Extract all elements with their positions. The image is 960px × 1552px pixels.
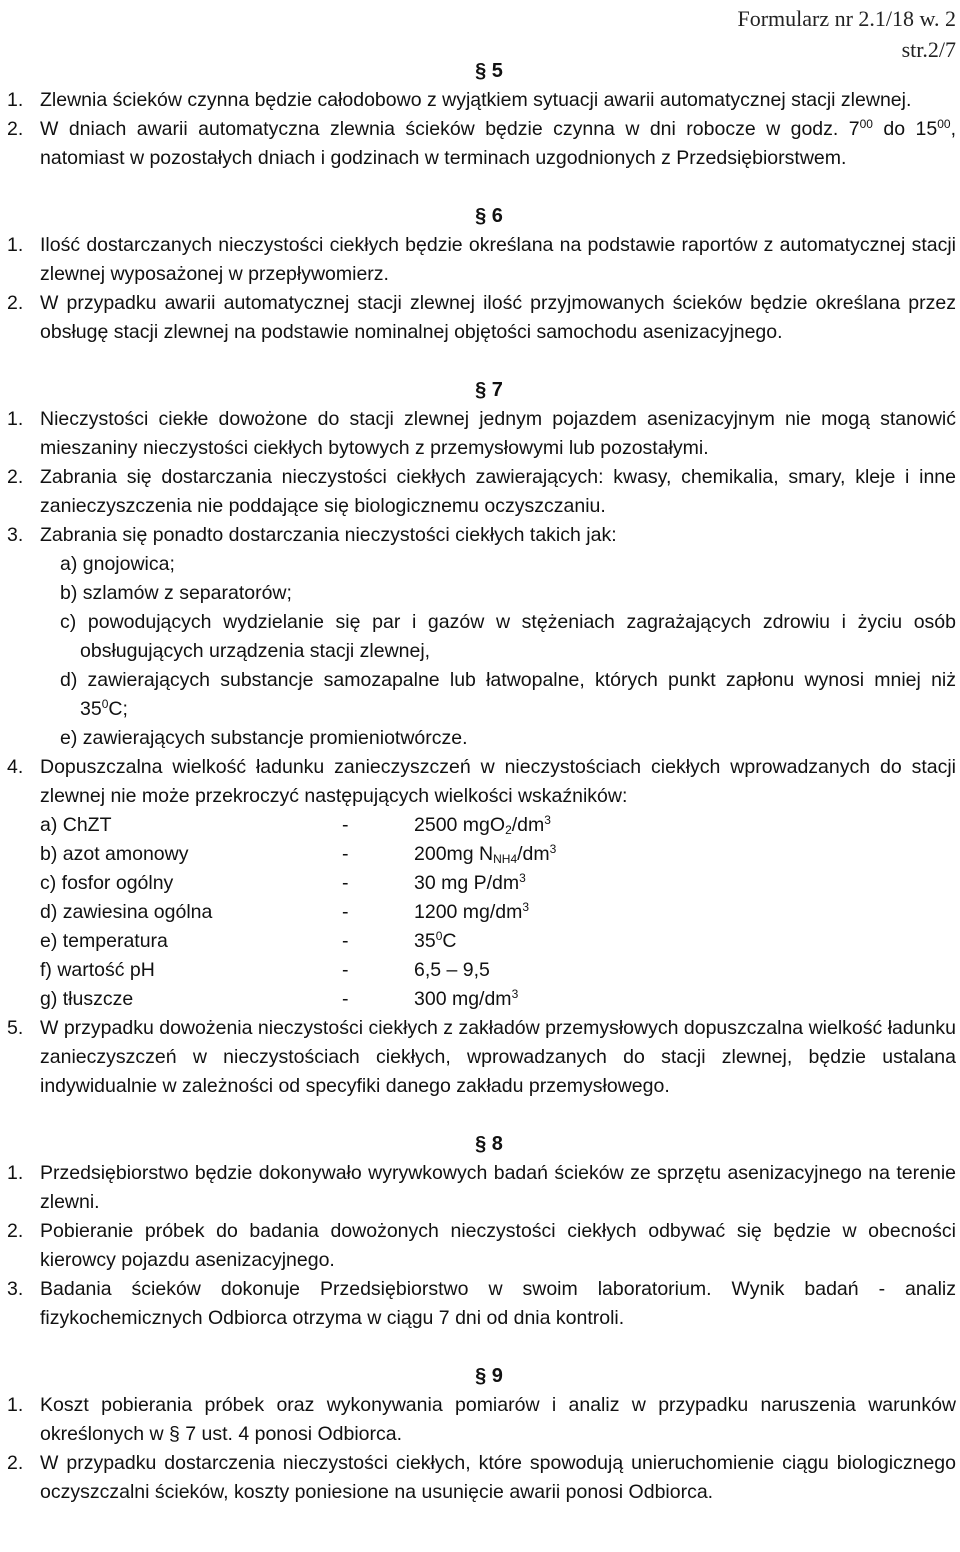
item-number: 3.: [7, 524, 24, 546]
s5-p1-text: Zlewnia ścieków czynna będzie całodobowo z wyjątkiem sytuacji awarii automatycznej stacji zlewnej.: [40, 89, 912, 111]
s7-p3-item-d-text: d) zawierających substancje samozapalne lub łatwopalne, których punkt zapłonu wynosi mniej niż 35: [60, 669, 956, 720]
parameter-name: d) zawiesina ogólna: [40, 901, 213, 923]
parameter-value: [414, 898, 529, 927]
parameter-name: c) fosfor ogólny: [40, 872, 174, 894]
value-unit: C: [442, 930, 457, 952]
s5-p2-sup-2: 00: [937, 117, 951, 131]
s5-p2-text-c: , natomiast w pozostałych dniach i godzinach w terminach uzgodnionych z Przedsiębiorstwem.: [40, 118, 957, 169]
value-unit: /dm: [517, 843, 550, 865]
s6-paragraph-2: [0, 289, 960, 347]
item-number: 1.: [7, 89, 24, 111]
item-number: 3.: [7, 1278, 24, 1300]
parameter-name: b) azot amonowy: [40, 843, 189, 865]
value-text: 1200 mg/dm: [414, 901, 523, 923]
value-subscript: NH4: [493, 852, 518, 866]
s9-p1-text: Koszt pobierania próbek oraz wykonywania pomiarów i analiz w przypadku naruszenia warunków określonych w § 7 ust. 4 ponosi Odbiorca.: [40, 1394, 956, 1445]
item-number: 5.: [7, 1017, 24, 1039]
value-text: 300 mg/dm: [414, 988, 512, 1010]
s7-paragraph-4: [0, 753, 960, 811]
parameter-name: f) wartość pH: [40, 959, 155, 981]
page-header: [737, 3, 956, 65]
section-title-6: § 6: [475, 205, 503, 227]
parameter-dash: -: [342, 901, 349, 923]
s6-p1-text: Ilość dostarczanych nieczystości ciekłych będzie określana na podstawie raportów z automatycznej stacji zlewnej wyposażonej w przepływomierz.: [40, 234, 956, 285]
s6-paragraph-1: [0, 231, 960, 289]
parameter-name: e) temperatura: [40, 930, 168, 952]
parameter-table: [40, 811, 960, 1014]
s5-p2-text-a: W dniach awarii automatyczna zlewnia ścieków będzie czynna w dni robocze w godz. 7: [40, 118, 860, 140]
s7-paragraph-5: [0, 1014, 960, 1101]
s7-p3-item-b: b) szlamów z separatorów;: [60, 582, 292, 604]
item-number: 1.: [7, 1162, 24, 1184]
item-number: 2.: [7, 118, 24, 140]
item-number: 1.: [7, 234, 24, 256]
s5-paragraph-2: [0, 115, 960, 173]
parameter-row: [40, 927, 960, 956]
item-number: 1.: [7, 408, 24, 430]
s5-paragraph-1: [0, 86, 960, 115]
parameter-value: [414, 811, 551, 840]
value-text: 200mg N: [414, 843, 494, 865]
s7-p3-item-d: [20, 666, 960, 724]
value-superscript: 3: [519, 871, 526, 885]
s7-p3-item-a: a) gnojowica;: [60, 553, 175, 575]
item-number: 2.: [7, 1452, 24, 1474]
parameter-value: 6,5 – 9,5: [414, 959, 490, 981]
section-title-5: § 5: [475, 60, 503, 82]
document-body: [0, 57, 960, 1507]
value-superscript: 3: [511, 987, 519, 1001]
degree-sup: 0: [101, 697, 109, 711]
item-number: 2.: [7, 1220, 24, 1242]
value-unit: /dm: [511, 814, 545, 836]
parameter-value: [414, 840, 556, 869]
parameter-name: g) tłuszcze: [40, 988, 134, 1010]
value-text: 35: [414, 930, 436, 952]
parameter-dash: -: [342, 814, 349, 836]
value-superscript: 0: [435, 929, 443, 943]
s8-paragraph-1: [0, 1159, 960, 1217]
value-subscript: 2: [505, 823, 512, 837]
s7-p3-item-c: c) powodujących wydzielanie się par i gazów w stężeniach zagrażających zdrowiu i życiu osób obsługujących urządzenia stacji zlewnej,: [60, 611, 956, 662]
page-number: str.2/7: [901, 37, 956, 62]
parameter-dash: -: [342, 959, 349, 981]
value-text: 2500 mgO: [414, 814, 506, 836]
parameter-value: [414, 869, 526, 898]
s9-paragraph-2: [0, 1449, 960, 1507]
value-superscript: 3: [522, 900, 530, 914]
s7-p5-text: W przypadku dowożenia nieczystości ciekłych z zakładów przemysłowych dopuszczalna wielkość ładunku zanieczyszczeń w nieczystościach ciekłych, wprowadzanych do stacji zlewnej, będzie ustalana indywidualnie w zależności od specyfiki danego zakładu przemysłowego.: [40, 1017, 956, 1097]
parameter-value: [414, 927, 456, 956]
parameter-dash: -: [342, 930, 349, 952]
s7-p1-text: Nieczystości ciekłe dowożone do stacji zlewnej jednym pojazdem asenizacyjnym nie mogą stanowić mieszaniny nieczystości ciekłych bytowych z przemysłowymi lub pozostałymi.: [40, 408, 956, 459]
s9-paragraph-1: [0, 1391, 960, 1449]
s8-paragraph-3: [0, 1275, 960, 1333]
s8-p3-text: Badania ścieków dokonuje Przedsiębiorstwo w swoim laboratorium. Wynik badań - analiz fizykochemicznych Odbiorca otrzyma w ciągu 7 dni od dnia kontroli.: [40, 1278, 956, 1329]
section-title-8: § 8: [475, 1133, 503, 1155]
parameter-row: [40, 840, 960, 869]
s7-p3-text: Zabrania się ponadto dostarczania nieczystości ciekłych takich jak:: [40, 524, 617, 546]
s7-paragraph-1: [0, 405, 960, 463]
item-number: 4.: [7, 756, 24, 778]
value-superscript: 3: [549, 842, 557, 856]
parameter-dash: -: [342, 843, 349, 865]
s7-p3-item-d-end: C;: [108, 698, 128, 720]
parameter-name: a) ChZT: [40, 814, 112, 836]
item-number: 2.: [7, 292, 24, 314]
value-text: 30 mg P/dm: [414, 872, 520, 894]
form-number: Formularz nr 2.1/18 w. 2: [737, 6, 956, 31]
s7-p3-item-e: e) zawierających substancje promieniotwórcze.: [60, 727, 468, 749]
s5-p2-sup-1: 00: [859, 117, 873, 131]
value-superscript: 3: [544, 813, 551, 827]
section-title-7: § 7: [475, 379, 503, 401]
s7-paragraph-2: [0, 463, 960, 521]
s7-paragraph-3: [0, 521, 960, 550]
s7-p4-text: Dopuszczalna wielkość ładunku zanieczyszczeń w nieczystościach ciekłych wprowadzanych do stacji zlewnej nie może przekroczyć następujących wielkości wskaźników:: [40, 756, 956, 807]
parameter-row: [40, 811, 960, 840]
parameter-row: [40, 869, 960, 898]
s6-p2-text: W przypadku awarii automatycznej stacji zlewnej ilość przyjmowanych ścieków będzie określana przez obsługę stacji zlewnej na podstawie nominalnej objętości samochodu asenizacyjnego.: [40, 292, 956, 343]
s8-paragraph-2: [0, 1217, 960, 1275]
parameter-row: [40, 956, 960, 985]
section-title-9: § 9: [475, 1365, 503, 1387]
parameter-row: [40, 898, 960, 927]
parameter-value: [414, 985, 518, 1014]
item-number: 2.: [7, 466, 24, 488]
parameter-row: [40, 985, 960, 1014]
s7-p2-text: Zabrania się dostarczania nieczystości ciekłych zawierających: kwasy, chemikalia, smary, kleje i inne zanieczyszczenia nie poddające się biologicznemu oczyszczaniu.: [40, 466, 956, 517]
parameter-dash: -: [342, 872, 349, 894]
s8-p2-text: Pobieranie próbek do badania dowożonych nieczystości ciekłych odbywać się będzie w obecności kierowcy pojazdu asenizacyjnego.: [40, 1220, 956, 1271]
s5-p2-text-b: do 15: [872, 118, 938, 140]
item-number: 1.: [7, 1394, 24, 1416]
parameter-dash: -: [342, 988, 349, 1010]
s9-p2-text: W przypadku dostarczenia nieczystości ciekłych, które spowodują unieruchomienie ciągu biologicznego oczyszczalni ścieków, koszty poniesione na usunięcie awarii ponosi Odbiorca.: [40, 1452, 956, 1503]
s8-p1-text: Przedsiębiorstwo będzie dokonywało wyrywkowych badań ścieków ze sprzętu asenizacyjnego na terenie zlewni.: [40, 1162, 956, 1213]
